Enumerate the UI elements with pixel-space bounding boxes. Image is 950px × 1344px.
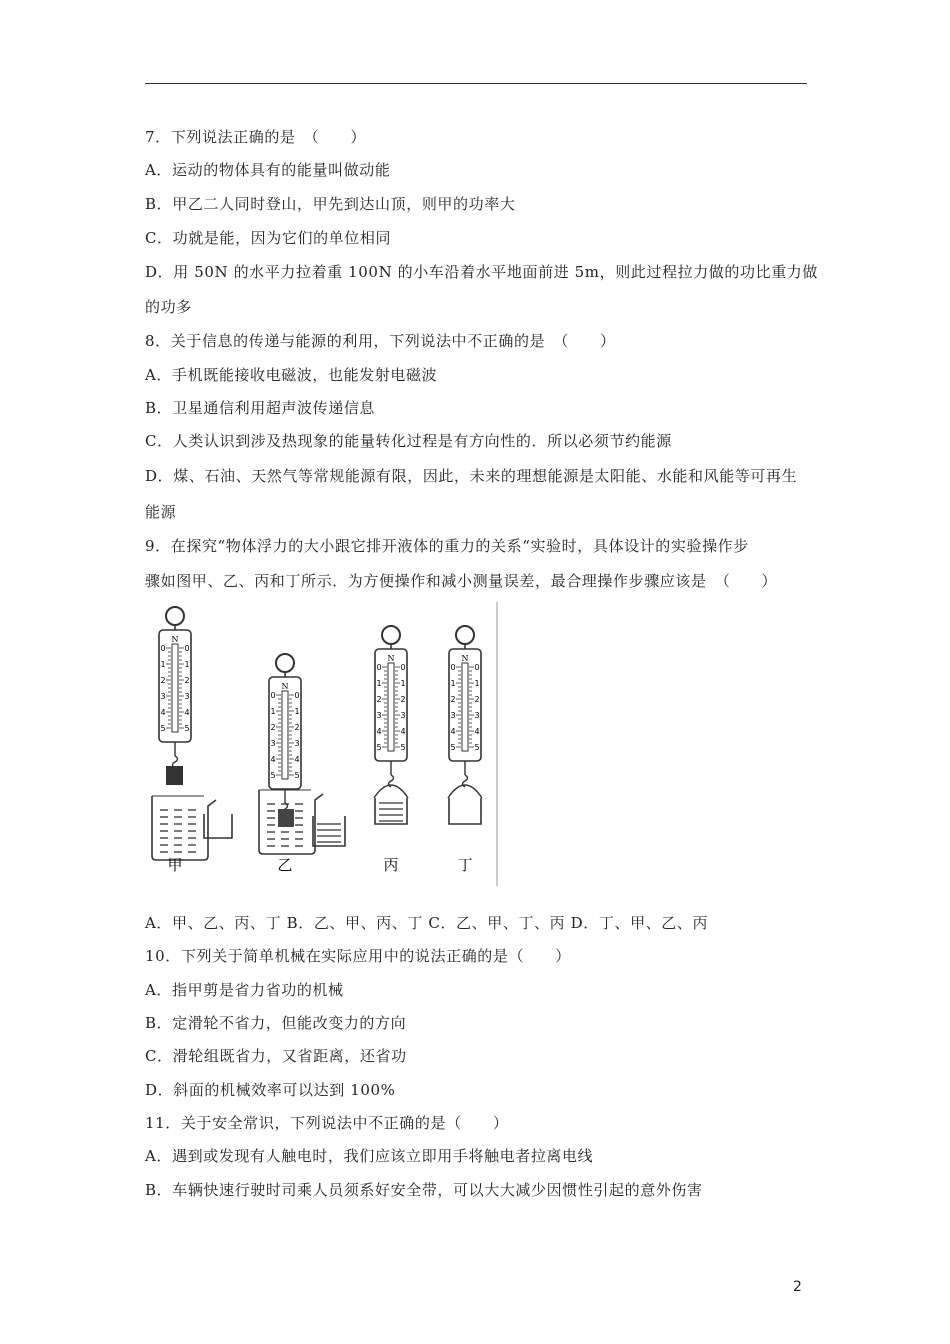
scale-tick-label: 3 bbox=[474, 711, 480, 720]
question-11-stem: 11．关于安全常识，下列说法中不正确的是（ ） bbox=[145, 1114, 509, 1132]
scale-tick-label: 1 bbox=[294, 707, 300, 716]
scale-tick-label: 3 bbox=[294, 739, 300, 748]
label-ding: 丁 bbox=[457, 856, 473, 874]
question-7-option-b: B．甲乙二人同时登山，甲先到达山顶，则甲的功率大 bbox=[145, 195, 516, 213]
scale-tick-label: 0 bbox=[450, 663, 456, 672]
scale-tick-label: 0 bbox=[474, 663, 480, 672]
scale-tick-label: 5 bbox=[450, 743, 456, 752]
scale-tick-label: 4 bbox=[376, 727, 382, 736]
scale-tick-label: 2 bbox=[450, 695, 456, 704]
scale-tick-label: 3 bbox=[160, 692, 166, 701]
question-9-stem-line-2: 骤如图甲、乙、丙和丁所示．为方便操作和减小测量误差，最合理操作步骤应该是 （ ） bbox=[145, 572, 778, 590]
scale-tick-label: 2 bbox=[270, 723, 276, 732]
scale-tick-label: 4 bbox=[294, 755, 300, 764]
question-10-option-c: C．滑轮组既省力，又省距离，还省功 bbox=[145, 1047, 407, 1065]
question-9-stem-line-1: 9．在探究“物体浮力的大小跟它排开液体的重力的关系“实验时，具体设计的实验操作步 bbox=[145, 537, 749, 555]
scale-tick-label: 1 bbox=[474, 679, 480, 688]
scale-unit: N bbox=[281, 682, 289, 691]
scale-tick-label: 0 bbox=[294, 691, 300, 700]
question-7-option-a: A．运动的物体具有的能量叫做动能 bbox=[145, 161, 391, 179]
scale-tick-label: 1 bbox=[270, 707, 276, 716]
scale-tick-label: 4 bbox=[474, 727, 480, 736]
scale-tick-label: 1 bbox=[184, 660, 190, 669]
scale-tick-label: 5 bbox=[184, 724, 190, 733]
scale-tick-label: 5 bbox=[474, 743, 480, 752]
scale-tick-label: 4 bbox=[184, 708, 190, 717]
scale-tick-label: 1 bbox=[400, 679, 406, 688]
header-rule bbox=[145, 83, 807, 84]
question-7-option-d-cont: 的功多 bbox=[145, 298, 192, 316]
question-8-option-c: C．人类认识到涉及热现象的能量转化过程是有方向性的．所以必须节约能源 bbox=[145, 432, 672, 450]
spring-scale-experiment-figure bbox=[142, 602, 502, 886]
scale-tick-label: 2 bbox=[400, 695, 406, 704]
scale-tick-label: 4 bbox=[270, 755, 276, 764]
question-7-option-d: D．用 50N 的水平力拉着重 100N 的小车沿着水平地面前进 5m，则此过程拉力做的功比重力做 bbox=[145, 263, 819, 281]
question-10-option-d: D．斜面的机械效率可以达到 100% bbox=[145, 1081, 396, 1099]
scale-tick-label: 4 bbox=[450, 727, 456, 736]
label-jia: 甲 bbox=[167, 856, 183, 874]
question-8-option-b: B．卫星通信利用超声波传递信息 bbox=[145, 399, 376, 417]
setup-yi bbox=[259, 654, 345, 874]
scale-tick-label: 0 bbox=[184, 644, 190, 653]
scale-tick-label: 3 bbox=[400, 711, 406, 720]
scale-tick-label: 2 bbox=[474, 695, 480, 704]
scale-tick-label: 2 bbox=[294, 723, 300, 732]
question-8-option-a: A．手机既能接收电磁波，也能发射电磁波 bbox=[145, 366, 438, 384]
scale-tick-label: 1 bbox=[160, 660, 166, 669]
scale-tick-label: 5 bbox=[400, 743, 406, 752]
scale-tick-label: 2 bbox=[160, 676, 166, 685]
question-9-options: A．甲、乙、丙、丁 B．乙、甲、丙、丁 C．乙、甲、丁、丙 D．丁、甲、乙、丙 bbox=[145, 914, 709, 932]
label-bing: 丙 bbox=[383, 856, 399, 874]
scale-tick-label: 0 bbox=[160, 644, 166, 653]
page-number: 2 bbox=[793, 1279, 802, 1295]
question-7-stem: 7．下列说法正确的是 （ ） bbox=[145, 128, 367, 146]
scale-unit: N bbox=[387, 654, 395, 663]
label-yi: 乙 bbox=[277, 856, 293, 874]
scale-tick-label: 4 bbox=[160, 708, 166, 717]
scale-tick-label: 2 bbox=[184, 676, 190, 685]
question-8-option-d-cont: 能源 bbox=[145, 503, 177, 521]
scale-tick-label: 4 bbox=[400, 727, 406, 736]
scale-tick-label: 3 bbox=[184, 692, 190, 701]
scale-tick-label: 0 bbox=[270, 691, 276, 700]
question-11-option-a: A．遇到或发现有人触电时，我们应该立即用手将触电者拉离电线 bbox=[145, 1147, 594, 1165]
scale-tick-label: 3 bbox=[376, 711, 382, 720]
question-7-option-c: C．功就是能，因为它们的单位相同 bbox=[145, 229, 392, 247]
question-10-option-b: B．定滑轮不省力，但能改变力的方向 bbox=[145, 1014, 407, 1032]
question-10-stem: 10．下列关于简单机械在实际应用中的说法正确的是（ ） bbox=[145, 947, 571, 965]
scale-tick-label: 1 bbox=[376, 679, 382, 688]
question-11-option-b: B．车辆快速行驶时司乘人员须系好安全带，可以大大减少因惯性引起的意外伤害 bbox=[145, 1181, 703, 1199]
scale-tick-label: 2 bbox=[376, 695, 382, 704]
figure-svg bbox=[142, 602, 502, 886]
question-8-stem: 8．关于信息的传递与能源的利用，下列说法中不正确的是 （ ） bbox=[145, 332, 616, 350]
scale-tick-label: 5 bbox=[376, 743, 382, 752]
scale-unit: N bbox=[171, 635, 179, 644]
scale-tick-label: 3 bbox=[450, 711, 456, 720]
scale-tick-label: 3 bbox=[270, 739, 276, 748]
scale-tick-label: 5 bbox=[160, 724, 166, 733]
scale-unit: N bbox=[461, 654, 469, 663]
question-10-option-a: A．指甲剪是省力省功的机械 bbox=[145, 981, 344, 999]
question-8-option-d: D．煤、石油、天然气等常规能源有限，因此，未来的理想能源是太阳能、水能和风能等可再生 bbox=[145, 467, 798, 485]
scale-tick-label: 5 bbox=[270, 771, 276, 780]
scale-tick-label: 1 bbox=[450, 679, 456, 688]
scale-tick-label: 5 bbox=[294, 771, 300, 780]
scale-tick-label: 0 bbox=[400, 663, 406, 672]
scale-tick-label: 0 bbox=[376, 663, 382, 672]
